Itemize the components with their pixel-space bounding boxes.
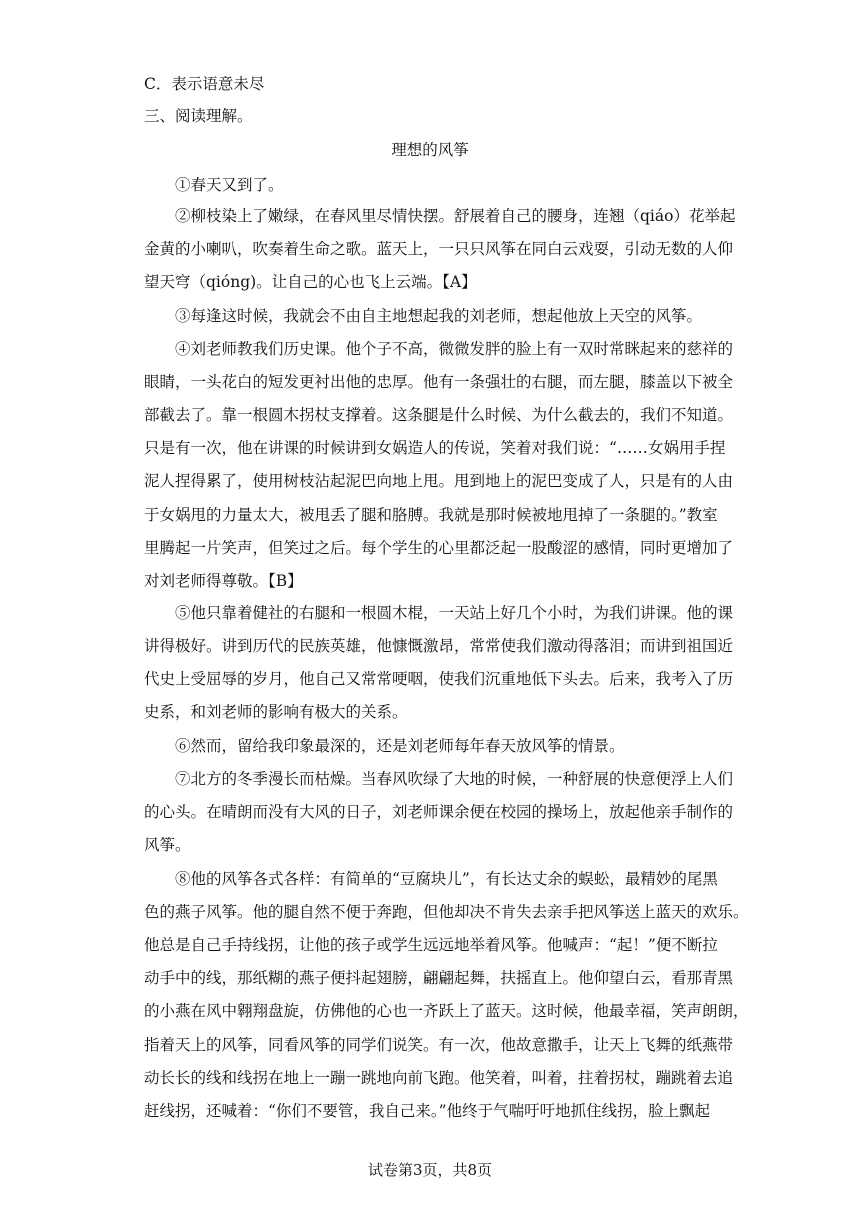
article-title: 理想的风筝 [391, 141, 469, 159]
paragraph-1-line-1: ①春天又到了。 [175, 176, 284, 194]
paragraph-8-line-8: 赶线拐，还喊着：“你们不要管，我自己来。”他终于气喘吁吁地抓住线拐，脸上飘起 [144, 1101, 711, 1120]
paragraph-4-line-3: 部截去了。靠一根圆木拐杖支撑着。这条腿是什么时候、为什么截去的，我们不知道。 [144, 406, 734, 425]
paragraph-6-line-1: ⑥然而，留给我印象最深的，还是刘老师每年春天放风筝的情景。 [175, 737, 625, 755]
paragraph-8-line-1: ⑧他的风筝各式各样：有简单的“豆腐块儿”，有长达丈余的蜈蚣，最精妙的尾黑 [175, 870, 718, 888]
paragraph-8-line-2: 色的燕子风筝。他的腿自然不便于奔跑，但他却决不肯失去亲手把风筝送上蓝天的欢乐。 [144, 903, 749, 922]
paragraph-5-line-1: ⑤他只靠着健社的右腿和一根圆木棍，一天站上好几个小时，为我们讲课。他的课 [175, 604, 734, 622]
paragraph-7-line-3: 风筝。 [144, 836, 191, 855]
paragraph-5-line-2: 讲得极好。讲到历代的民族英雄，他慷慨激昂，常常使我们激动得落泪；而讲到祖国近 [144, 637, 734, 656]
paragraph-4-line-4: 只是有一次，他在讲课的时候讲到女娲造人的传说，笑着对我们说：“……女娲用手捏 [144, 439, 726, 458]
paragraph-8-line-5: 的小燕在风中翱翔盘旋，仿佛他的心也一齐跃上了蓝天。这时候，他最幸福，笑声朗朗， [144, 1002, 749, 1021]
paragraph-4-line-6: 于女娲甩的力量太大，被甩丢了腿和胳膊。我就是那时候被地甩掉了一条腿的。”教室 [144, 505, 718, 524]
paragraph-2-line-2: 金黄的小喇叭，吹奏着生命之歌。蓝天上，一只只风筝在同白云戏耍，引动无数的人仰 [144, 240, 734, 259]
option-c: C．表示语意未尽 [144, 75, 265, 93]
paragraph-7-line-1: ⑦北方的冬季漫长而枯燥。当春风吹绿了大地的时候，一种舒展的快意便浮上人们 [175, 770, 734, 788]
paragraph-5-line-3: 代史上受屈辱的岁月，他自己又常常哽咽，使我们沉重地低下头去。后来，我考入了历 [144, 670, 734, 689]
paragraph-7-line-2: 的心头。在晴朗而没有大风的日子，刘老师课余便在校园的操场上，放起他亲手制作的 [144, 803, 734, 822]
paragraph-2-line-1: ②柳枝染上了嫩绿，在春风里尽情快摆。舒展着自己的腰身，连翘（qiáo）花举起 [175, 207, 736, 225]
paragraph-8-line-3: 他总是自己手持线拐，让他的孩子或学生远远地举着风筝。他喊声：“起！”便不断拉 [144, 936, 718, 955]
paragraph-5-line-4: 史系，和刘老师的影响有极大的关系。 [144, 703, 408, 722]
paragraph-4-line-1: ④刘老师教我们历史课。他个子不高，微微发胖的脸上有一双时常眯起来的慈祥的 [175, 340, 734, 358]
paragraph-4-line-2: 眼睛，一头花白的短发更衬出他的忠厚。他有一条强壮的右腿，而左腿，膝盖以下被全 [144, 373, 734, 392]
paragraph-8-line-4: 动手中的线，那纸糊的燕子便抖起翅膀，翩翩起舞，扶摇直上。他仰望白云，看那青黑 [144, 969, 734, 988]
paragraph-8-line-6: 指着天上的风筝，同看风筝的同学们说笑。有一次，他故意撒手，让天上飞舞的纸燕带 [144, 1035, 734, 1054]
paragraph-2-line-3: 望天穹（qióng)。让自己的心也飞上云端。【A】 [144, 273, 477, 292]
paragraph-8-line-7: 动长长的线和线拐在地上一蹦一跳地向前飞跑。他笑着，叫着，拄着拐杖，蹦跳着去追 [144, 1068, 734, 1087]
paragraph-4-line-8: 对刘老师得尊敬。【B】 [144, 571, 303, 590]
section-heading: 三、阅读理解。 [144, 107, 253, 125]
paragraph-3-line-1: ③每逢这时候，我就会不由自主地想起我的刘老师，想起他放上天空的风筝。 [175, 307, 703, 325]
page-footer: 试卷第3页，共8页 [367, 1161, 493, 1179]
paragraph-4-line-7: 里腾起一片笑声，但笑过之后。每个学生的心里都泛起一股酸涩的感情，同时更增加了 [144, 538, 734, 557]
paragraph-4-line-5: 泥人捏得累了，使用树枝沾起泥巴向地上甩。甩到地上的泥巴变成了人，只是有的人由 [144, 472, 734, 491]
